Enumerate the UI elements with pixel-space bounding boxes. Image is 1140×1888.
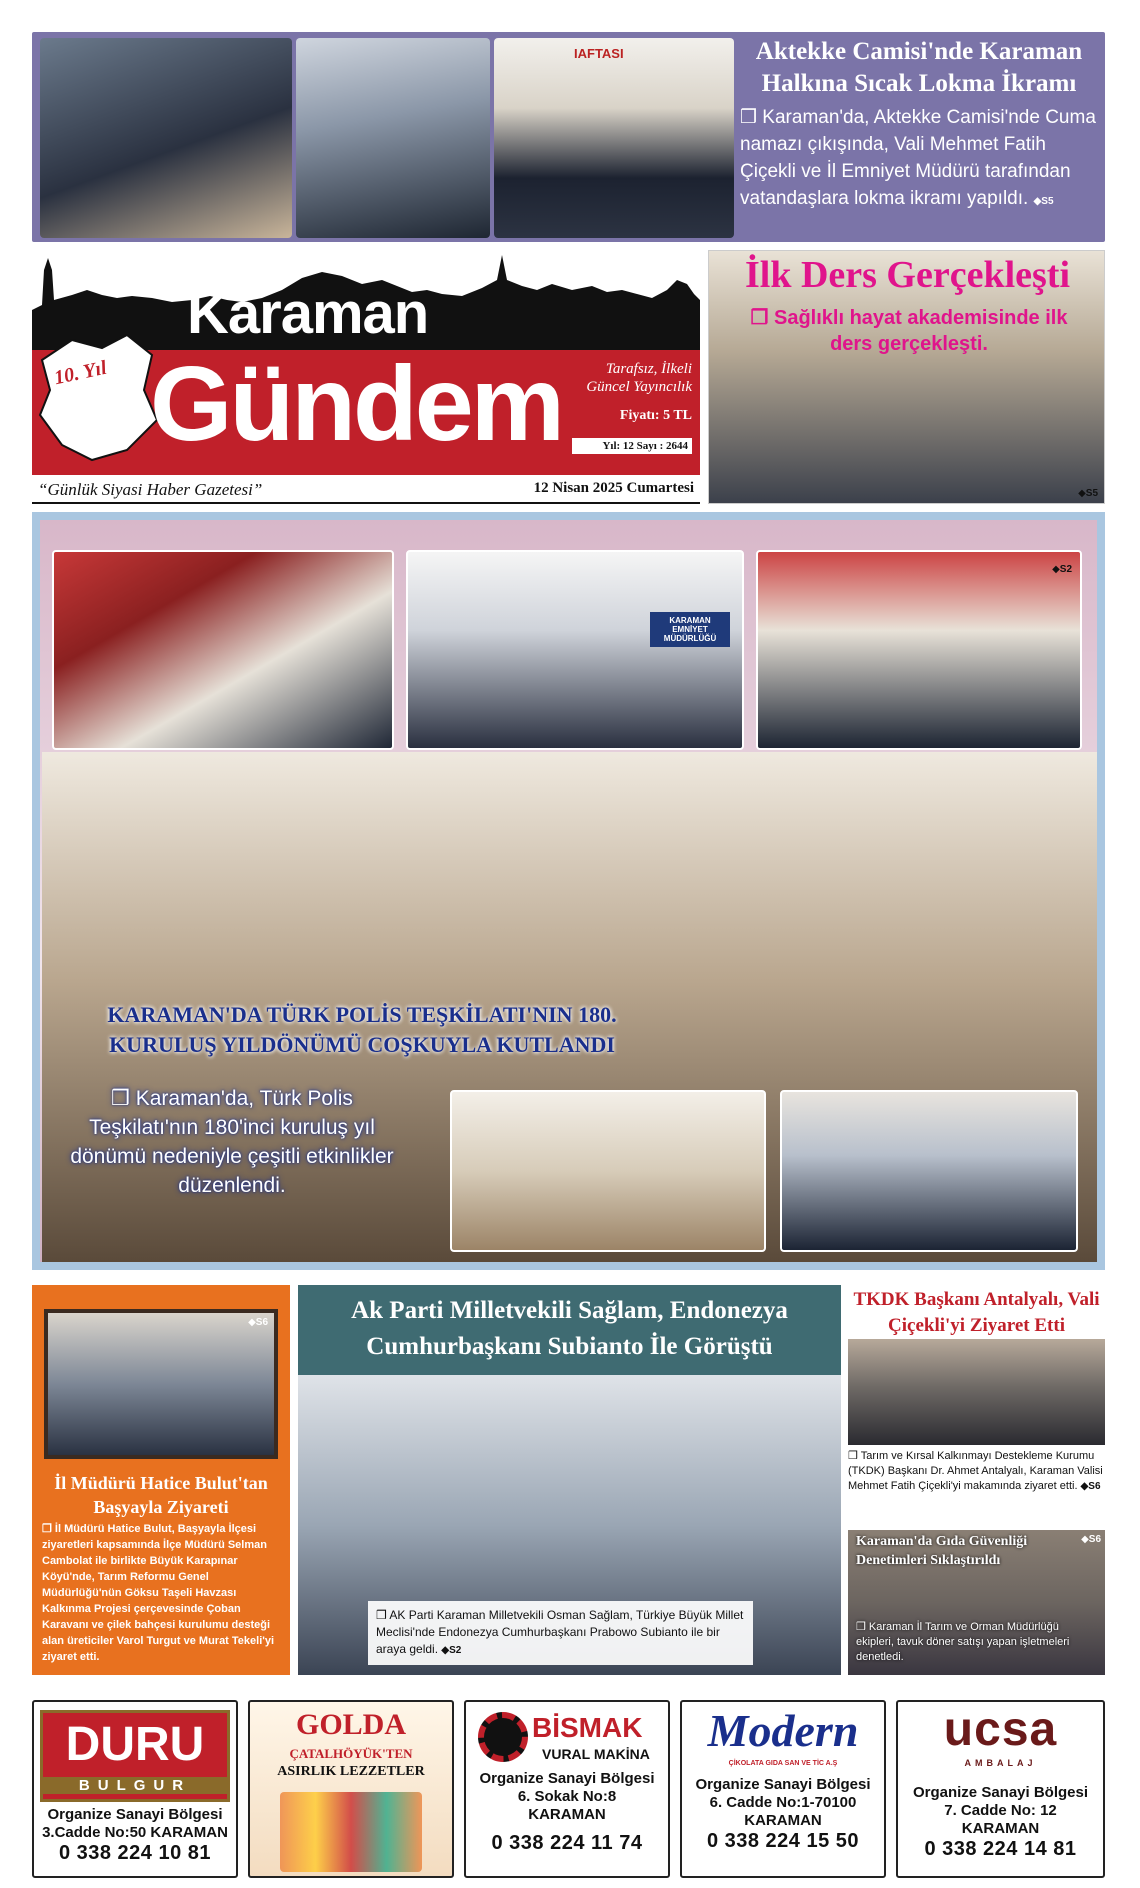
police-photo-officers	[406, 550, 744, 750]
director-story-title[interactable]: İl Müdürü Hatice Bulut'tan Başyayla Ziyareti	[54, 1473, 268, 1517]
food-body: ❒ Karaman İl Tarım ve Orman Müdürlüğü ekipleri, tavuk döner satışı yapan işletmeleri denetledi.	[856, 1621, 1070, 1663]
top-story-text: ❒ Karaman'da, Aktekke Camisi'nde Cuma namazı çıkışında, Vali Mehmet Fatih Çiçekli ve İl Emniyet Müdürü tarafından vatandaşlara lokma ikramı yapıldı.	[740, 107, 1096, 209]
ucsa-brand: ucsa	[943, 1703, 1058, 1756]
akparti-photo	[298, 1375, 841, 1675]
duru-addr-2: 3.Cadde No:50 KARAMAN	[42, 1824, 228, 1841]
tkdk-photo	[848, 1339, 1105, 1445]
bismak-gear-icon	[478, 1712, 528, 1762]
tkdk-story	[848, 1285, 1105, 1530]
police-story-panel	[32, 512, 1105, 1270]
modern-phone: 0 338 224 15 50	[706, 1830, 860, 1852]
police-photo-chief	[52, 550, 394, 750]
police-headline-line-2: KURULUŞ YILDÖNÜMÜ COŞKUYLA KUTLANDI	[109, 1032, 615, 1057]
karaman-map-icon	[32, 320, 162, 470]
akparti-title[interactable]: Ak Parti Milletvekili Sağlam, Endonezya Cumhurbaşkanı Subianto İle Görüştü	[351, 1297, 788, 1360]
director-photo	[44, 1309, 278, 1459]
duru-phone: 0 338 224 10 81	[58, 1842, 212, 1864]
modern-addr-2: 6. Cadde No:1-70100	[709, 1794, 857, 1811]
first-lesson-title[interactable]: İlk Ders Gerçekleşti	[744, 254, 1071, 296]
director-story-panel	[32, 1285, 290, 1675]
tkdk-body	[848, 1449, 1105, 1494]
akparti-caption	[368, 1601, 753, 1665]
food-story-panel	[848, 1530, 1105, 1675]
modern-sub: ÇİKOLATA GIDA SAN VE TİC A.Ş	[728, 1760, 838, 1767]
masthead-rule	[32, 502, 700, 504]
masthead-slogan	[542, 360, 692, 396]
issue-info: Yıl: 12 Sayı : 2644	[572, 438, 692, 454]
ucsa-sub: AMBALAJ	[964, 1758, 1037, 1768]
golda-products-image	[280, 1792, 422, 1872]
police-page-ref: ◆S2	[1052, 564, 1072, 575]
golda-brand: GOLDA	[295, 1708, 406, 1741]
masthead-red-band	[32, 345, 700, 475]
masthead-name-top: Karaman	[187, 281, 429, 346]
ad-golda[interactable]	[248, 1700, 454, 1878]
tagline: “Günlük Siyasi Haber Gazetesi”	[38, 480, 263, 499]
police-photo-governor	[756, 550, 1082, 750]
tkdk-page-ref: ◆S6	[1080, 1481, 1101, 1492]
ad-modern[interactable]	[680, 1700, 886, 1878]
director-photo-ref: ◆S6	[248, 1317, 268, 1328]
first-lesson-body: ❒ Sağlıklı hayat akademisinde ilk ders gerçekleşti.	[750, 307, 1068, 355]
ucsa-address	[898, 1784, 1103, 1861]
police-headline-line-1: KARAMAN'DA TÜRK POLİS TEŞKİLATI'NIN 180.	[107, 1002, 617, 1027]
ad-duru[interactable]	[32, 1700, 238, 1878]
police-photo-children-1	[450, 1090, 766, 1252]
police-body: ❒ Karaman'da, Türk Polis Teşkilatı'nın 180'inci kuruluş yıl dönümü nedeniyle çeşitli etkinlikler düzenlendi.	[70, 1087, 394, 1197]
ad-ucsa[interactable]	[896, 1700, 1105, 1878]
ucsa-addr-2: 7. Cadde No: 12	[944, 1802, 1057, 1819]
modern-address	[682, 1776, 884, 1853]
top-story-title[interactable]: Aktekke Camisi'nde Karaman Halkına Sıcak Lokma İkramı	[755, 38, 1083, 97]
duru-brand: DURU	[65, 1718, 205, 1771]
bismak-sub: VURAL MAKİNA	[542, 1746, 650, 1762]
ad-bismak[interactable]	[464, 1700, 670, 1878]
akparti-page-ref: ◆S2	[441, 1645, 462, 1656]
modern-addr-3: KARAMAN	[744, 1812, 822, 1829]
duru-sub: BULGUR	[43, 1777, 227, 1794]
bismak-phone: 0 338 224 11 74	[491, 1832, 643, 1854]
modern-brand: Modern	[707, 1705, 859, 1756]
first-lesson-box	[708, 250, 1105, 504]
first-lesson-page-ref: ◆S5	[1078, 488, 1098, 499]
duru-logo-box	[40, 1710, 230, 1802]
ucsa-addr-1: Organize Sanayi Bölgesi	[912, 1784, 1089, 1801]
bismak-address	[466, 1770, 668, 1855]
duru-addr-1: Organize Sanayi Bölgesi	[47, 1806, 223, 1823]
masthead	[32, 250, 700, 475]
golda-sub-1: ÇATALHÖYÜK'TEN	[289, 1746, 413, 1761]
slogan-line-2: Güncel Yayıncılık	[586, 379, 692, 395]
police-headline[interactable]	[52, 1000, 672, 1060]
bismak-brand: BİSMAK	[532, 1712, 643, 1743]
top-photo-3	[494, 38, 734, 238]
top-story-panel	[32, 32, 1105, 242]
modern-addr-1: Organize Sanayi Bölgesi	[695, 1776, 871, 1793]
bismak-addr-1: Organize Sanayi Bölgesi	[479, 1770, 655, 1787]
issue-date: 12 Nisan 2025 Cumartesi	[533, 480, 694, 496]
food-page-ref: ◆S6	[1081, 1534, 1101, 1545]
ucsa-phone: 0 338 224 14 81	[924, 1838, 1077, 1860]
food-title[interactable]: Karaman'da Gıda Güvenliği Denetimleri Sıklaştırıldı	[856, 1534, 1028, 1568]
top-photo-2	[296, 38, 490, 238]
bismak-addr-2: 6. Sokak No:8	[517, 1788, 617, 1805]
masthead-name-main: Gündem	[150, 345, 562, 463]
price: Fiyatı: 5 TL	[619, 408, 692, 423]
photo-sign: IAFTASI	[574, 46, 624, 61]
bismak-addr-3: KARAMAN	[528, 1806, 606, 1823]
anniversary-badge: 10. Yıl	[52, 356, 109, 390]
ucsa-addr-3: KARAMAN	[961, 1820, 1040, 1837]
akparti-caption-text: ❒ AK Parti Karaman Milletvekili Osman Sağlam, Türkiye Büyük Millet Meclisi'nde Endonezya Cumhurbaşkanı Prabowo Subianto ile bir araya geldi.	[376, 1608, 744, 1656]
golda-sub-2: ASIRLIK LEZZETLER	[277, 1764, 425, 1779]
tkdk-body-text: ❒ Tarım ve Kırsal Kalkınmayı Destekleme Kurumu (TKDK) Başkanı Dr. Ahmet Antalyalı, Karaman Valisi Mehmet Fatih Çiçekli'yi makamında ziyaret etti.	[848, 1450, 1103, 1492]
slogan-line-1: Tarafsız, İlkeli	[605, 361, 692, 377]
top-story-body	[740, 104, 1102, 215]
tkdk-title[interactable]: TKDK Başkanı Antalyalı, Vali Çiçekli'yi Ziyaret Etti	[853, 1289, 1100, 1336]
duru-address	[34, 1806, 236, 1865]
page-ref: ◆S5	[1033, 196, 1054, 207]
akparti-title-bar	[298, 1285, 841, 1375]
director-story-body: ❒ İl Müdürü Hatice Bulut, Başyayla İlçesi ziyaretleri kapsamında İlçe Müdürü Selman Cambolat ile birlikte Büyük Karapınar Köyü'nde, Tarım Reformu Genel Müdürlüğü'nün Göksu Taşeli Havzası Kalkınma Projesi çerçevesinde Çoban Karavanı ve çilek bahçesi kurulumu desteği alan üreticiler Varol Turgut ve Murat Tekeli'yi ziyaret etti.	[42, 1523, 275, 1663]
police-banner: KARAMAN EMNİYET MÜDÜRLÜĞÜ	[650, 612, 730, 647]
top-photo-1	[40, 38, 292, 238]
police-photo-children-2	[780, 1090, 1078, 1252]
